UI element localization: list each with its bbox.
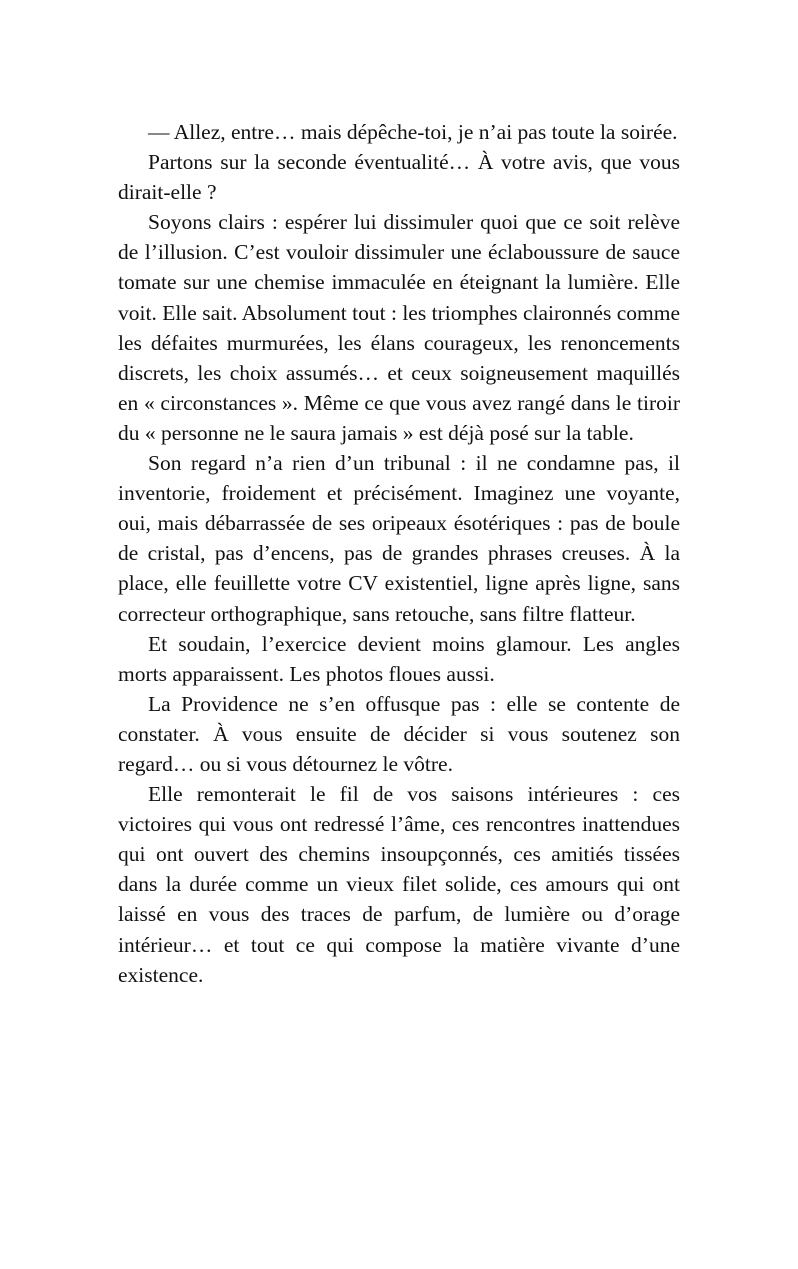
paragraph-3: Soyons clairs : espérer lui dissimuler quoi que ce soit relève de l’illusion. C’est vouloir dissimuler une éclaboussure de sauce tomate sur une chemise immaculée en éteignant la lumière. Elle voit. Elle sait. Absolument tout : les triomphes claironnés comme les défaites murmurées, les élans courageux, les renoncements discrets, les choix assumés… et ceux soigneusement maquillés en « circonstances ». Même ce que vous avez rangé dans le tiroir du « personne ne le saura jamais » est déjà posé sur la table. — [118, 210, 680, 445]
paragraph-6: La Providence ne s’en offusque pas : elle se contente de constater. À vous ensuite de décider si vous soutenez son regard… ou si vous détournez le vôtre. — [118, 691, 680, 776]
paragraph-5: Et soudain, l’exercice devient moins glamour. Les angles morts apparaissent. Les photos floues aussi. — [118, 631, 680, 686]
page-body — [118, 117, 680, 990]
paragraph-2: Partons sur la seconde éventualité… À votre avis, que vous dirait-elle ? — [118, 150, 680, 205]
paragraph-7: Elle remonterait le fil de vos saisons intérieures : ces victoires qui vous ont redressé l’âme, ces rencontres inattendues qui ont ouvert des chemins insoupçonnés, ces amitiés tissées dans la durée comme un vieux filet solide, ces amours qui ont laissé en vous des traces de parfum, de lumière ou d’orage intérieur… et tout ce qui compose la matière vivante d’une existence. — [118, 782, 680, 987]
paragraph-1: — Allez, entre… mais dépêche-toi, je n’ai pas toute la soirée. — [148, 120, 678, 144]
paragraph-4: Son regard n’a rien d’un tribunal : il ne condamne pas, il inventorie, froidement et précisément. Imaginez une voyante, oui, mais débarrassée de ses oripeaux ésotériques : pas de boule de cristal, pas d’encens, pas de grandes phrases creuses. À la place, elle feuillette votre CV existentiel, ligne après ligne, sans correcteur orthographique, sans retouche, sans filtre flatteur. — [118, 451, 680, 626]
